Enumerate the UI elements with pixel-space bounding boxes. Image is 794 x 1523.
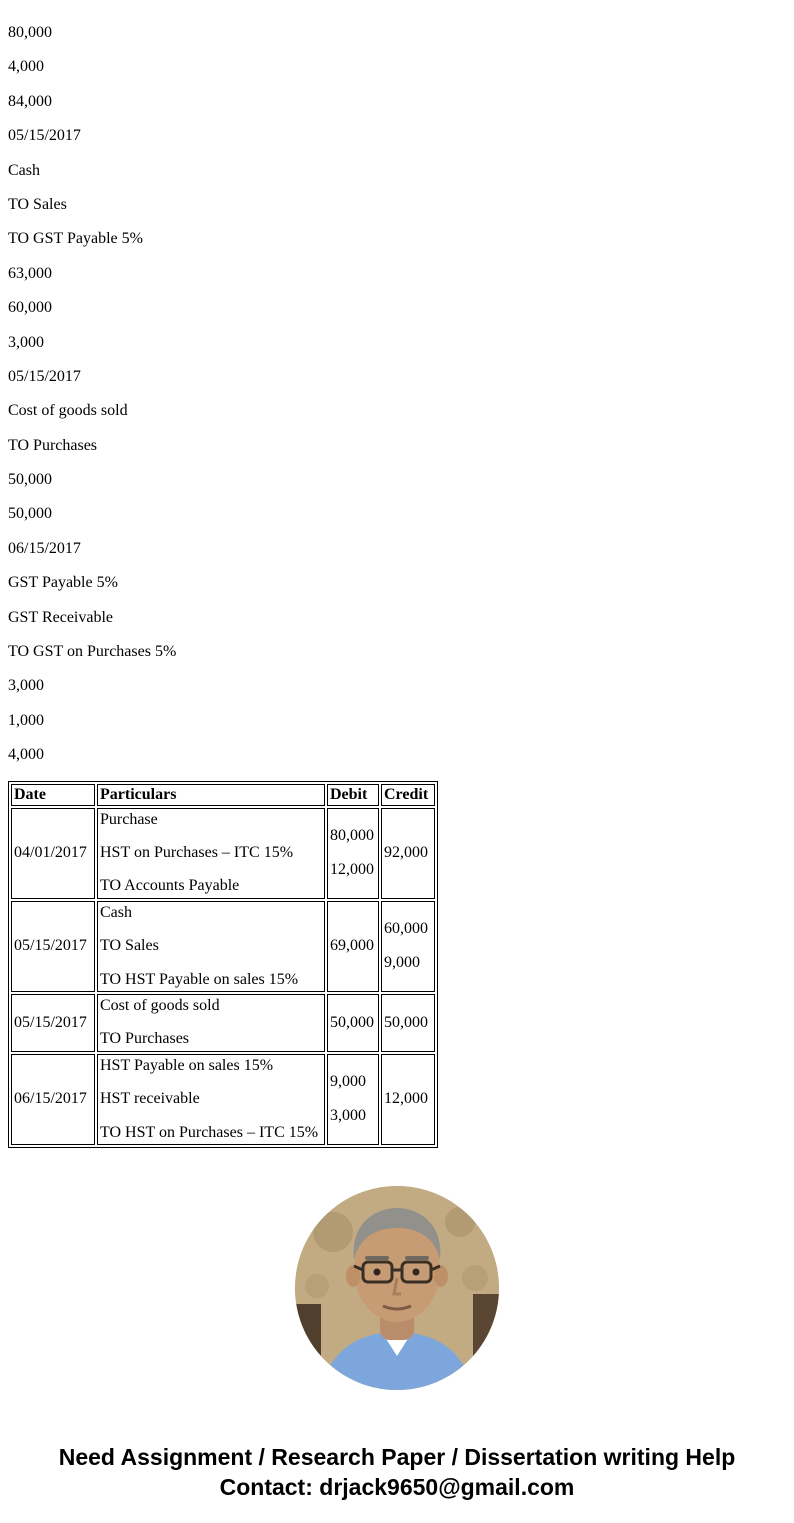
text-line: 80,000 [8, 24, 52, 41]
amount: 3,000 [330, 1106, 366, 1124]
particulars-line: TO Sales [100, 937, 159, 955]
table-header-row [11, 784, 435, 806]
particulars-line: HST Payable on sales 15% [100, 1056, 274, 1074]
text-line: 63,000 [8, 264, 52, 282]
amount: 69,000 [330, 937, 374, 955]
table-row [11, 1054, 435, 1145]
particulars-line: Cash [100, 903, 132, 921]
credit-cell [381, 808, 435, 899]
text-line: GST Payable 5% [8, 574, 118, 592]
table-row [11, 808, 435, 899]
avatar [295, 1186, 499, 1390]
particulars-cell [97, 1054, 325, 1145]
col-header-particulars: Particulars [97, 784, 325, 806]
particulars-line: TO HST on Purchases – ITC 15% [100, 1123, 319, 1141]
date-cell: 04/01/2017 [11, 808, 95, 899]
amount: 92,000 [384, 843, 428, 861]
debit-cell [327, 994, 379, 1052]
date-cell: 05/15/2017 [11, 994, 95, 1052]
amount: 9,000 [330, 1073, 366, 1091]
text-line: 05/15/2017 [8, 127, 81, 145]
text-line: 4,000 [8, 58, 44, 76]
col-header-credit: Credit [381, 784, 435, 806]
text-line: 84,000 [8, 92, 52, 110]
journal-table [8, 781, 438, 1148]
particulars-line: Cost of goods sold [100, 996, 220, 1014]
text-line: Cash [8, 161, 40, 179]
text-line: 4,000 [8, 746, 44, 764]
footer-contact-email: Contact: drjack9650@gmail.com [219, 1473, 575, 1500]
particulars-line: TO HST Payable on sales 15% [100, 970, 299, 988]
text-line: TO Sales [8, 195, 67, 213]
text-line: Cost of goods sold [8, 402, 128, 420]
text-line: 60,000 [8, 299, 52, 317]
col-header-date: Date [11, 784, 95, 806]
credit-cell [381, 994, 435, 1052]
text-line: 50,000 [8, 505, 52, 523]
table-row [11, 901, 435, 992]
date-cell: 05/15/2017 [11, 901, 95, 992]
text-line: TO GST on Purchases 5% [8, 643, 177, 661]
text-line: 3,000 [8, 677, 44, 695]
particulars-line: TO Purchases [100, 1030, 190, 1048]
text-line: TO Purchases [8, 436, 98, 454]
amount: 80,000 [330, 827, 374, 845]
date-cell: 06/15/2017 [11, 1054, 95, 1145]
col-header-debit: Debit [327, 784, 379, 806]
amount: 12,000 [384, 1090, 428, 1108]
footer-heading: Need Assignment / Research Paper / Dissertation writing Help [58, 1443, 736, 1470]
text-line: 06/15/2017 [8, 539, 81, 557]
footer-cta [25, 1442, 769, 1502]
credit-cell [381, 901, 435, 992]
debit-cell [327, 901, 379, 992]
amount: 9,000 [384, 953, 420, 971]
particulars-cell [97, 901, 325, 992]
amount: 50,000 [330, 1013, 374, 1031]
particulars-line: TO Accounts Payable [100, 877, 240, 895]
particulars-line: Purchase [100, 810, 158, 828]
amount: 50,000 [384, 1013, 428, 1031]
text-line: TO GST Payable 5% [8, 230, 143, 248]
amount: 12,000 [330, 860, 374, 878]
text-line: 1,000 [8, 711, 44, 729]
table-row [11, 994, 435, 1052]
text-line: 3,000 [8, 333, 44, 351]
particulars-cell [97, 994, 325, 1052]
particulars-cell [97, 808, 325, 899]
particulars-line: HST receivable [100, 1090, 200, 1108]
text-line: GST Receivable [8, 608, 114, 626]
debit-cell [327, 1054, 379, 1145]
text-line: 05/15/2017 [8, 367, 81, 385]
avatar-illustration [295, 1186, 499, 1390]
debit-cell [327, 808, 379, 899]
text-line: 50,000 [8, 471, 52, 489]
credit-cell [381, 1054, 435, 1145]
particulars-line: HST on Purchases – ITC 15% [100, 843, 294, 861]
journal-entries-text [8, 24, 786, 765]
amount: 60,000 [384, 920, 428, 938]
